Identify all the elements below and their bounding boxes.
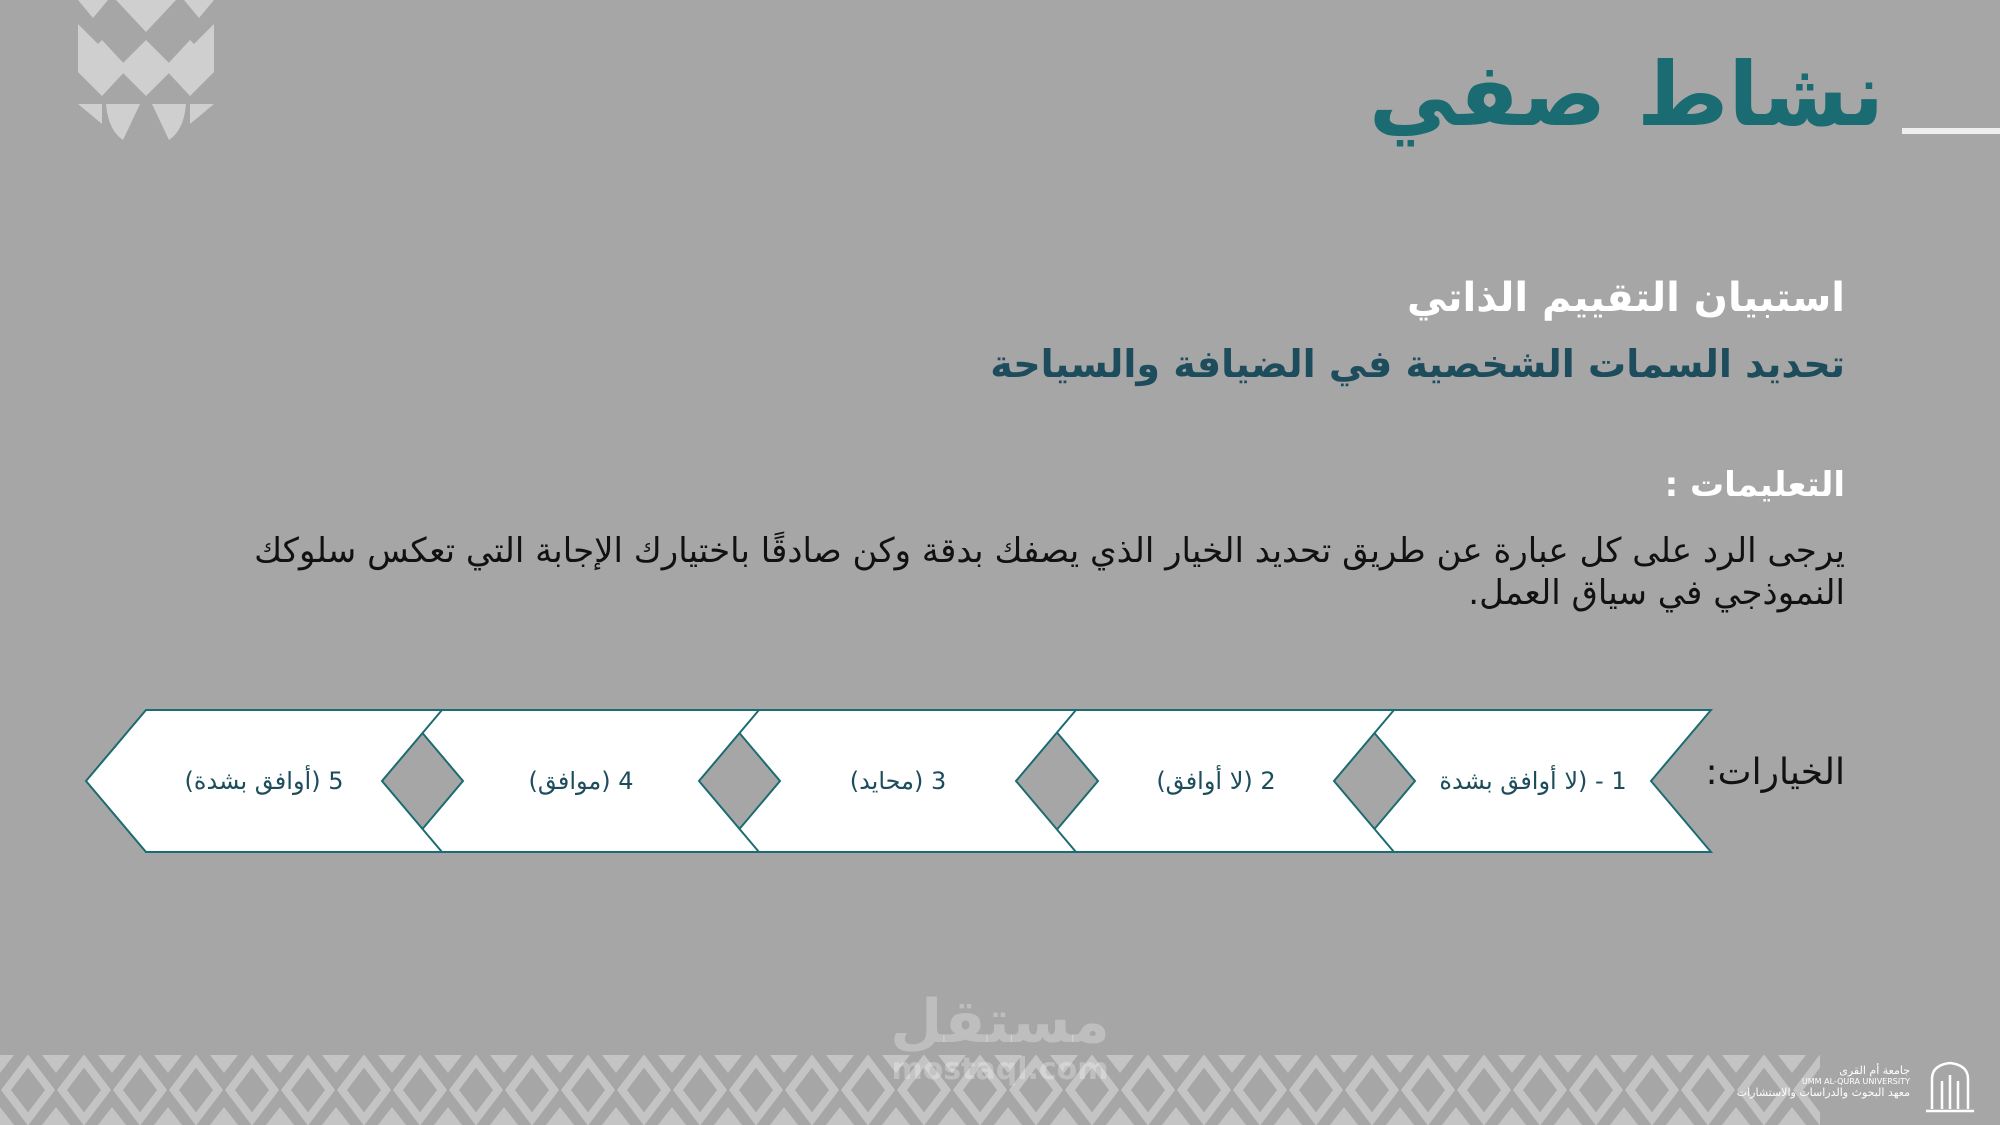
- slide-title: نشاط صفي: [1368, 43, 1884, 146]
- watermark: [880, 987, 1120, 1087]
- option-chevron-5: [84, 708, 444, 854]
- options-label: الخيارات:: [1705, 752, 1845, 793]
- watermark-latin: mostaql.com: [891, 1052, 1109, 1087]
- title-area: [1100, 40, 2000, 150]
- university-unit-ar: معهد البحوث والدراسات والاستشارات: [1736, 1086, 1910, 1099]
- university-name-en: UMM AL-QURA UNIVERSITY: [1801, 1077, 1910, 1086]
- instructions-text: يرجى الرد على كل عبارة عن طريق تحديد الخيار الذي يصفك بدقة وكن صادقًا باختيارك الإجابة التي تعكس سلوكك النموذجي في سياق العمل.: [254, 531, 1845, 613]
- option-label-4: 4 (موافق): [528, 767, 634, 795]
- questionnaire-subheading: تحديد السمات الشخصية في الضيافة والسياحة: [990, 342, 1845, 386]
- title-accent-line: [1902, 128, 2000, 134]
- geometric-pattern-icon: [78, 0, 214, 142]
- option-label-3: 3 (محايد): [849, 767, 947, 795]
- university-text: [1737, 1065, 1910, 1098]
- option-chevron-4: [401, 708, 761, 854]
- option-label-5: 5 (أوافق بشدة): [184, 767, 344, 795]
- university-logo: [1736, 1057, 1980, 1117]
- watermark-arabic: مستقل: [890, 987, 1110, 1057]
- questionnaire-heading: استبيان التقييم الذاتي: [1407, 275, 1845, 321]
- option-chevron-1: [1353, 708, 1713, 854]
- option-chevron-2: [1036, 708, 1396, 854]
- university-emblem-icon: [1920, 1057, 1980, 1117]
- option-label-1: 1 - (لا أوافق بشدة: [1439, 767, 1627, 795]
- option-label-2: 2 (لا أوافق): [1156, 767, 1276, 795]
- option-chevron-3: [718, 708, 1078, 854]
- instructions-label: التعليمات :: [1664, 465, 1845, 505]
- university-name-ar: جامعة أم القرى: [1839, 1064, 1910, 1077]
